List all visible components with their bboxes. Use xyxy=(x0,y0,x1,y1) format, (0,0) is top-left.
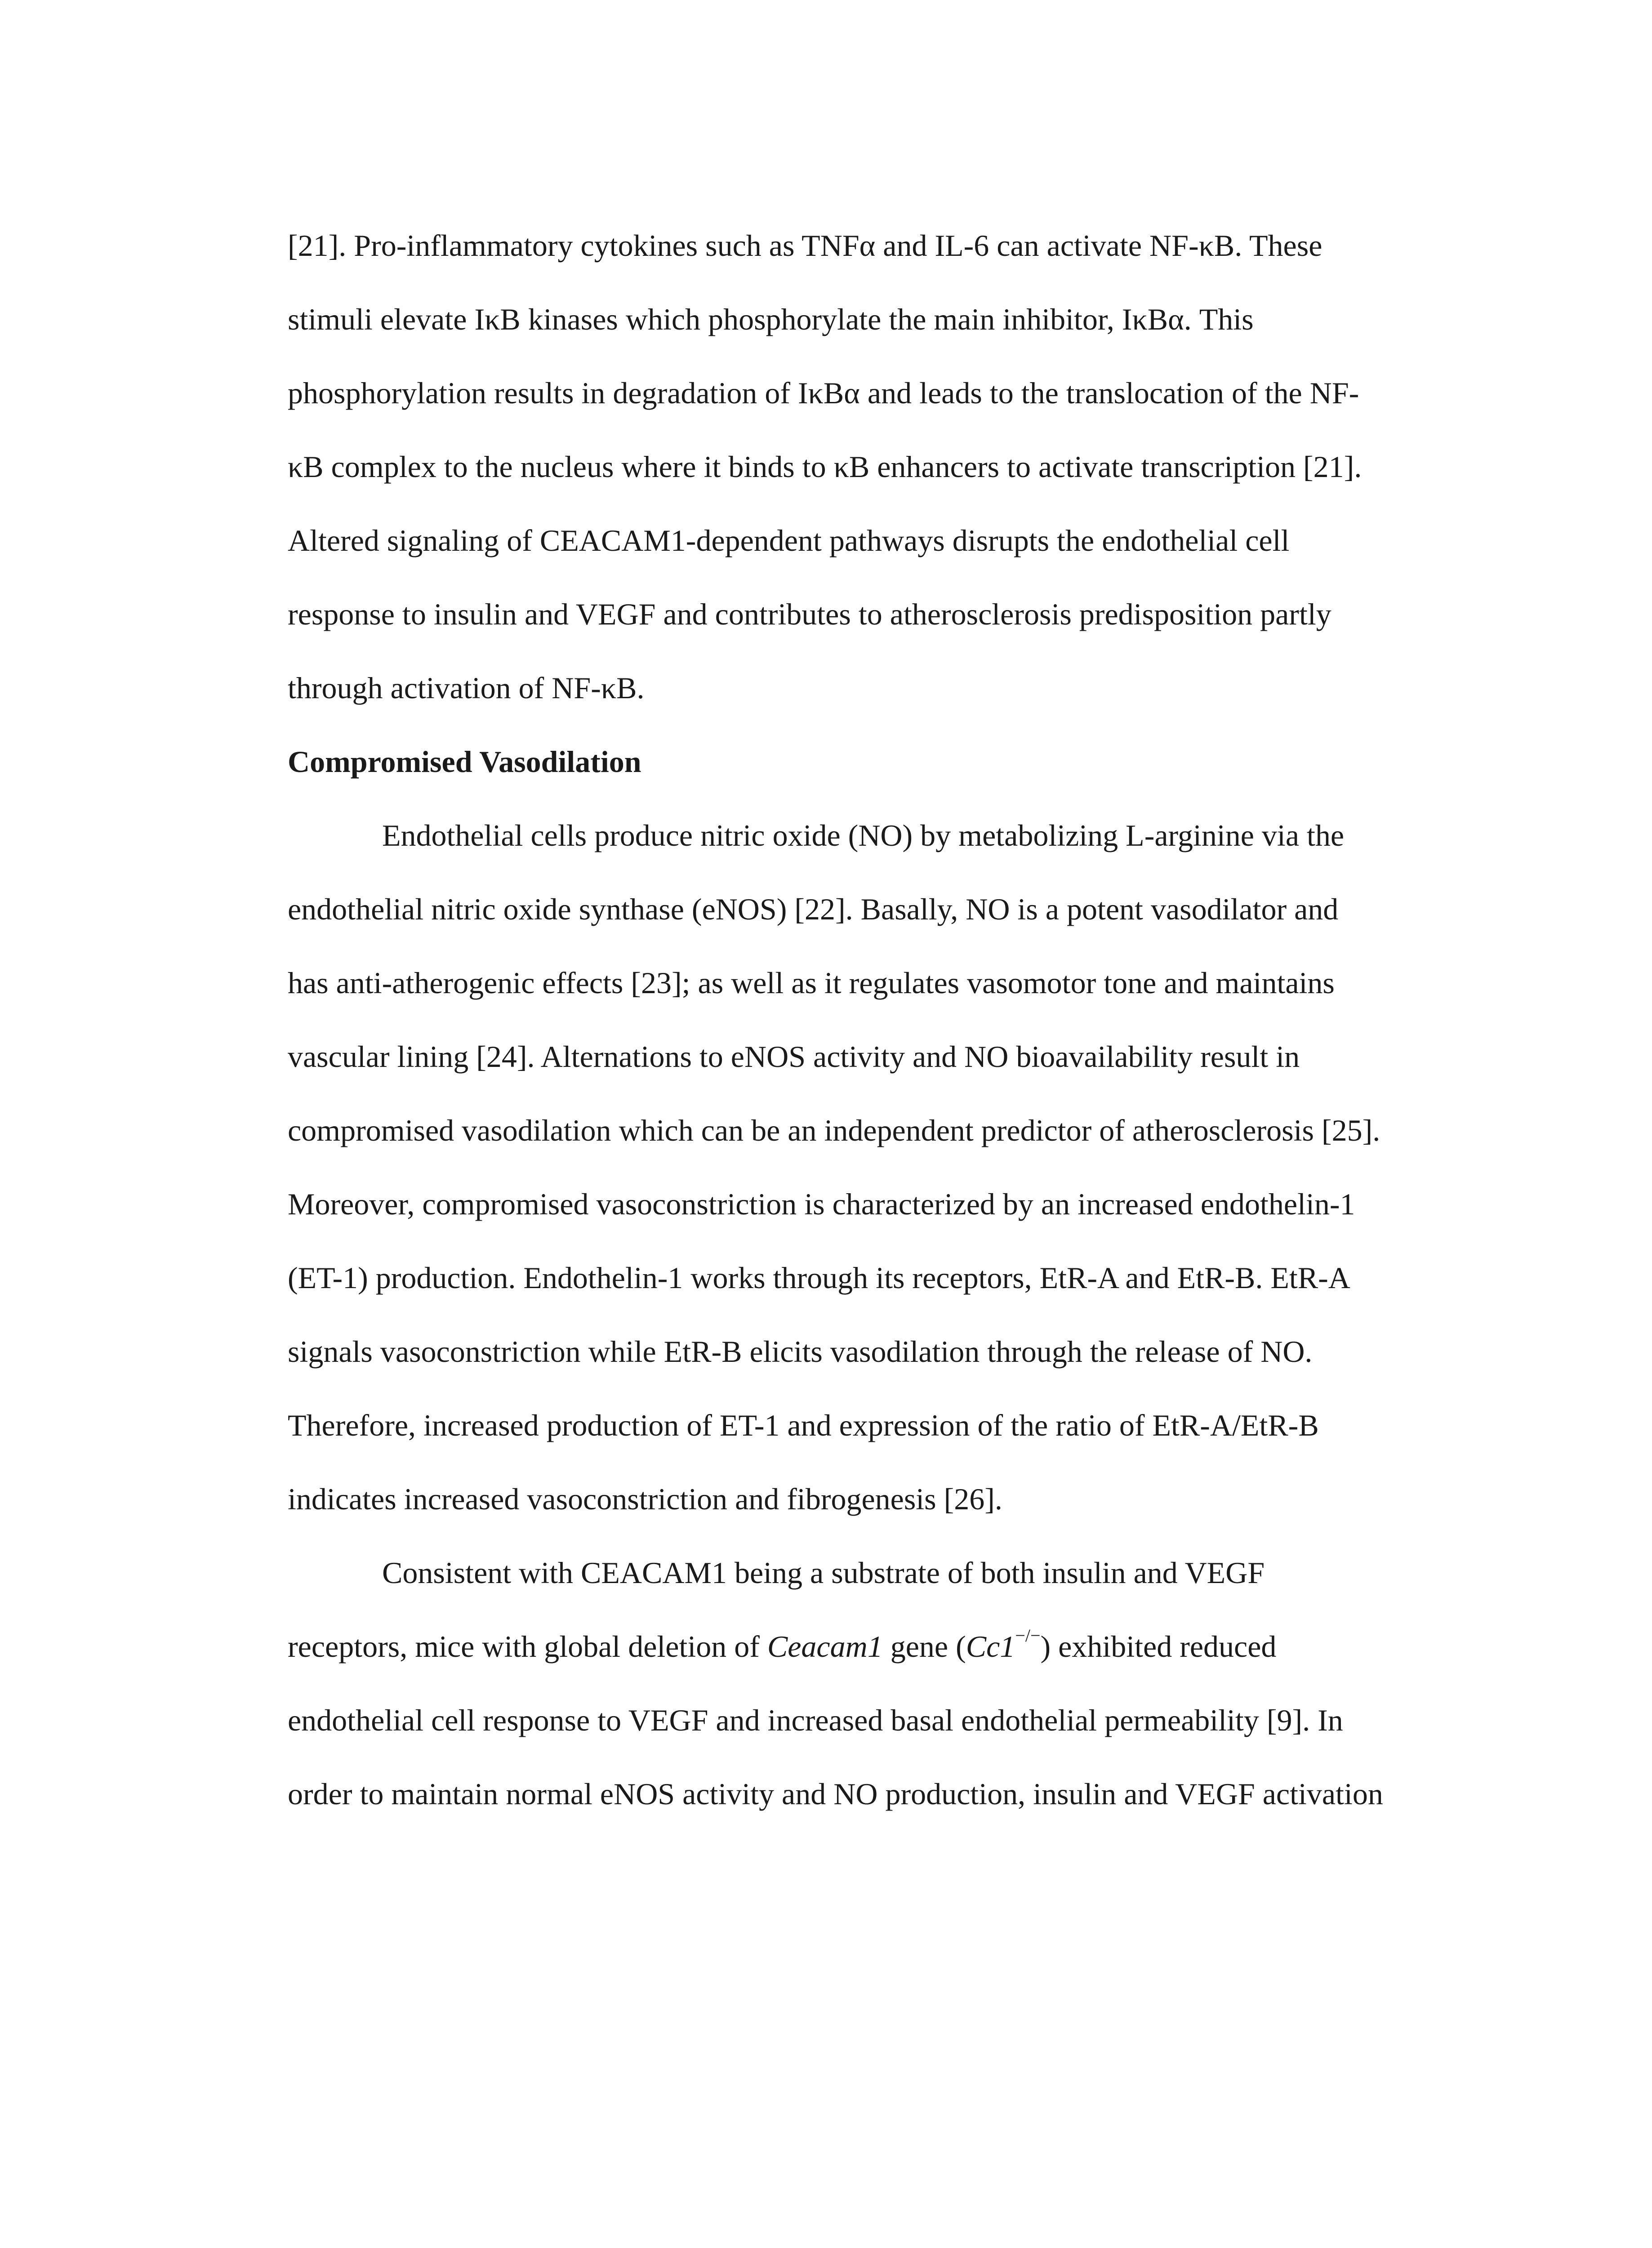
text-line: compromised vasodilation which can be an independent predictor of atherosclerosis [25]. xyxy=(288,1113,1380,1147)
text-line: signals vasoconstriction while EtR-B elicits vasodilation through the release of NO. xyxy=(288,1334,1313,1369)
text-line: phosphorylation results in degradation of IκBα and leads to the translocation of the NF- xyxy=(288,376,1359,410)
text-line: Endothelial cells produce nitric oxide (NO) by metabolizing L-arginine via the xyxy=(382,818,1345,852)
text-line: stimuli elevate IκB kinases which phosphorylate the main inhibitor, IκBα. This xyxy=(288,302,1254,336)
text-line: Altered signaling of CEACAM1-dependent pathways disrupts the endothelial cell xyxy=(288,523,1290,558)
text-line: response to insulin and VEGF and contributes to atherosclerosis predisposition partly xyxy=(288,597,1331,631)
text-line: through activation of NF-κB. xyxy=(288,671,645,705)
text-line: order to maintain normal eNOS activity and NO production, insulin and VEGF activation xyxy=(288,1777,1383,1811)
text-line: has anti-atherogenic effects [23]; as well as it regulates vasomotor tone and maintains xyxy=(288,966,1335,1000)
text-line: Consistent with CEACAM1 being a substrate of both insulin and VEGF xyxy=(382,1556,1265,1590)
gene-name: Ceacam1 xyxy=(767,1629,883,1664)
gene-symbol: Cc1 xyxy=(966,1629,1015,1664)
text-segment: receptors, mice with global deletion of xyxy=(288,1629,767,1664)
text-line: endothelial cell response to VEGF and increased basal endothelial permeability [9]. In xyxy=(288,1703,1343,1737)
text-segment: ) exhibited reduced xyxy=(1040,1629,1277,1664)
text-line: [21]. Pro-inflammatory cytokines such as TNFα and IL-6 can activate NF-κB. These xyxy=(288,228,1322,263)
section-heading: Compromised Vasodilation xyxy=(288,745,641,779)
text-line: Therefore, increased production of ET-1 and expression of the ratio of EtR-A/EtR-B xyxy=(288,1408,1319,1442)
text-line: (ET-1) production. Endothelin-1 works through its receptors, EtR-A and EtR-B. EtR-A xyxy=(288,1261,1350,1295)
text-line: endothelial nitric oxide synthase (eNOS) [22]. Basally, NO is a potent vasodilator and xyxy=(288,892,1339,926)
text-segment: gene ( xyxy=(882,1629,966,1664)
superscript: −/− xyxy=(1015,1625,1041,1646)
text-line: Moreover, compromised vasoconstriction is characterized by an increased endothelin-1 xyxy=(288,1187,1355,1221)
text-line: κB complex to the nucleus where it binds to κB enhancers to activate transcription [21]. xyxy=(288,450,1362,484)
text-line: indicates increased vasoconstriction and fibrogenesis [26]. xyxy=(288,1482,1002,1516)
text-line: vascular lining [24]. Alternations to eNOS activity and NO bioavailability result in xyxy=(288,1039,1300,1074)
text-line xyxy=(288,1625,1277,1664)
